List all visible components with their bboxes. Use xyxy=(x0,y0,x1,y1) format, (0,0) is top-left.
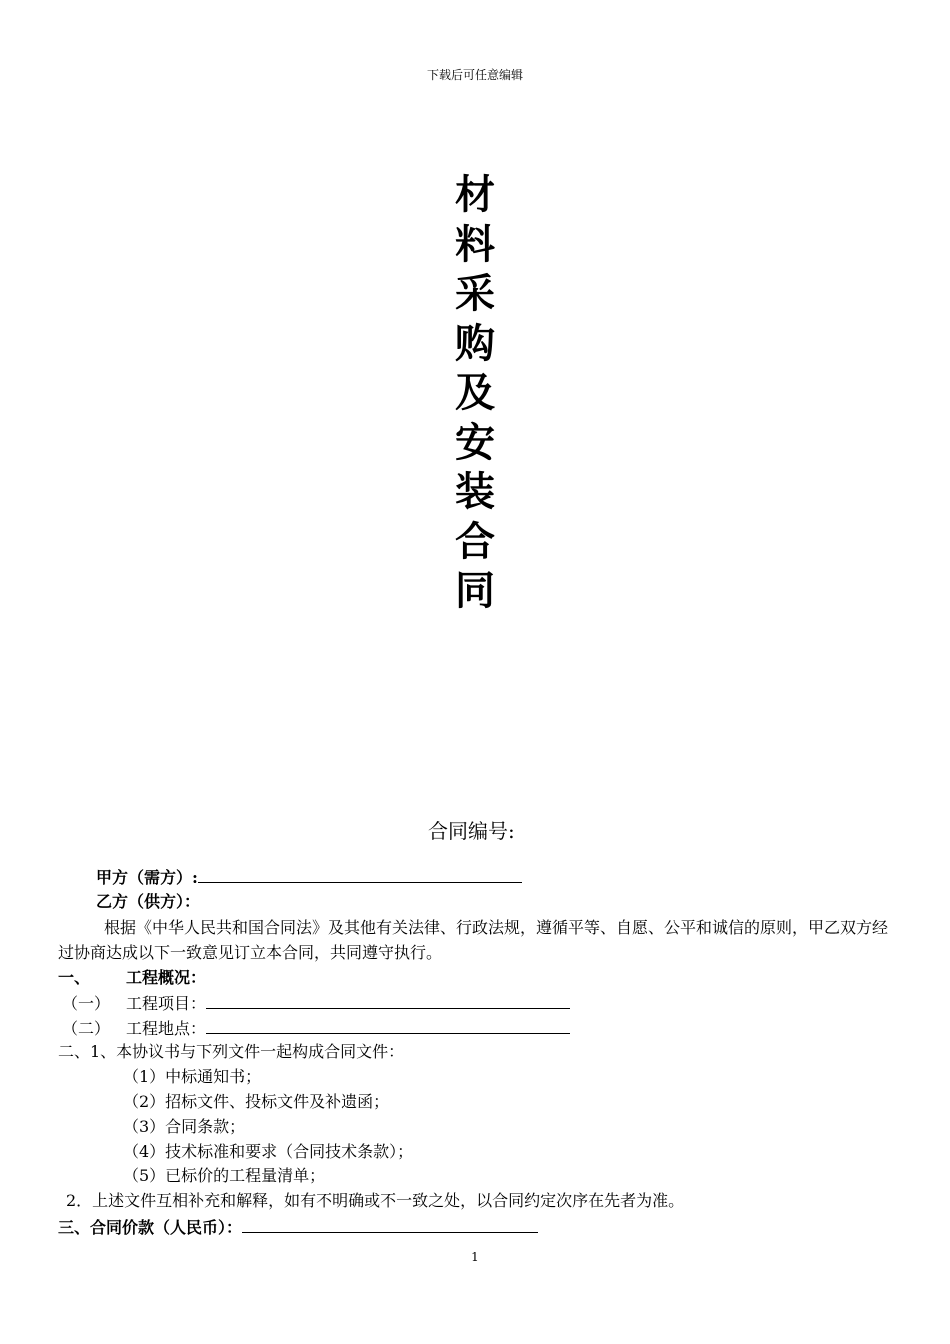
section2-line: 二、1、本协议书与下列文件一起构成合同文件： xyxy=(58,1042,405,1061)
section2-item2: 2．上述文件互相补充和解释，如有不明确或不一致之处，以合同约定次序在先者为准。 xyxy=(66,1191,685,1210)
party-a-line xyxy=(96,866,522,888)
party-b-label: 乙方（供方）： xyxy=(96,892,201,911)
header-note: 下载后可任意编辑 xyxy=(426,68,523,82)
title-char: 采 xyxy=(455,270,495,317)
doc-list-item: （2）招标文件、投标文件及补遗函； xyxy=(123,1092,390,1111)
doc-list-item: （3）合同条款； xyxy=(123,1117,246,1136)
item2-line xyxy=(62,1017,570,1039)
item1-line xyxy=(62,992,570,1014)
item2-blank xyxy=(206,1017,570,1034)
title-char: 同 xyxy=(455,567,495,614)
document-title xyxy=(0,170,950,616)
page-number: 1 xyxy=(471,1250,479,1264)
party-a-label: 甲方（需方）: xyxy=(96,868,198,887)
section3-line xyxy=(58,1216,538,1238)
title-char: 材 xyxy=(455,171,495,218)
item1-num: （一） xyxy=(62,994,111,1013)
doc-list-item: （1）中标通知书； xyxy=(123,1067,262,1086)
intro-paragraph: 根据《中华人民共和国合同法》及其他有关法律、行政法规，遵循平等、自愿、公平和诚信的原则，甲乙双方经过协商达成以下一致意见订立本合同，共同遵守执行。 xyxy=(58,918,889,962)
title-char: 料 xyxy=(455,220,495,268)
item2-label: 工程地点： xyxy=(126,1019,207,1038)
item1-label: 工程项目： xyxy=(126,994,207,1013)
title-char: 装 xyxy=(455,468,495,515)
section3-label: 三、合同价款（人民币）： xyxy=(58,1218,243,1237)
item2-num: （二） xyxy=(62,1019,111,1038)
doc-list-item: （4）技术标准和要求（合同技术条款）； xyxy=(123,1142,414,1161)
party-a-blank xyxy=(198,866,522,883)
title-char: 购 xyxy=(455,319,495,367)
title-char: 及 xyxy=(455,369,495,416)
section1-heading-num: 一、 xyxy=(58,968,91,987)
section3-blank xyxy=(242,1216,538,1233)
title-char: 安 xyxy=(455,418,495,466)
item1-blank xyxy=(206,992,570,1009)
contract-number-label: 合同编号: xyxy=(428,819,515,843)
doc-list-item: （5）已标价的工程量清单； xyxy=(123,1166,326,1185)
section1-heading-text: 工程概况： xyxy=(126,968,207,987)
section1-heading xyxy=(58,968,206,988)
title-char: 合 xyxy=(455,517,495,565)
